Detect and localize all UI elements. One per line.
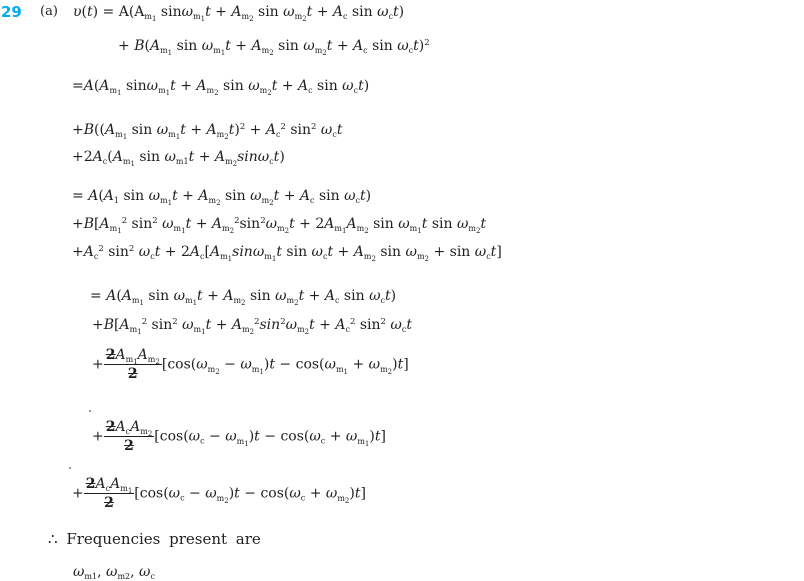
frequency-subscript: m2: [117, 572, 131, 581]
stray-mark: [69, 467, 71, 469]
equation-line-13: + $\frac{2A_cA_{m_1}}{2}$ $[\cos(\omega_c - \omega_{m_2})t - \cos(\omega_c + \omega_{m_2})t]$: [72, 476, 366, 511]
frequency-subscript: c: [150, 572, 155, 581]
equation-line-9: = $A(A_{m_1}$ $\sin \omega_{m_1}t + A_{m_2}$ $\sin \omega_{m_2}t + A_c$ $\sin \omega_ct$): [90, 288, 397, 307]
frequency-symbol: ω: [139, 564, 151, 580]
frequency-symbol: ω: [73, 564, 85, 580]
equation-line-5: $+2A_c(A_{m_1}$ $\sin \omega_{m1}t + A_{m_2}\sin\omega_ct$): [72, 149, 285, 168]
question-number: 29: [1, 3, 22, 21]
equation-line-4: $+B((A_{m_1}$ $\sin \omega_{m_1}t + A_{m_2}t)^2 + A_c^2$ $\sin^2 \omega_ct$: [72, 122, 343, 141]
equation-line-11: + $\frac{2A_{m_1}A_{m_2}}{2}$ $[\cos(\omega_{m_2} - \omega_{m_1})t - \cos(\omega_{m_1} + \omega_{m_2})t]$: [92, 347, 409, 382]
equation-line-3: $=A(A_{m_1}$ $\sin\omega_{m_1}t + A_{m_2}$ $\sin \omega_{m_2}t + A_c$ $\sin \omega_ct$): [72, 78, 370, 97]
frequency-list: $\omega_{m1}$, $\omega_{m2}$, $\omega_c$: [73, 564, 155, 581]
equation-line-6: = $A(A_1$ $\sin \omega_{m_1}t + A_{m_2}$ $\sin \omega_{m_2}t + A_c$ $\sin \omega_ct$): [72, 188, 372, 207]
equation-line-2: + $B(A_{m_1}$ $\sin \omega_{m_1}t + A_{m_2}$ $\sin \omega_{m_2}t + A_c$ $\sin \omega_ct)^2$: [118, 38, 430, 57]
frequency-symbol: ω: [106, 564, 118, 580]
part-label: (a): [40, 4, 58, 19]
frequency-subscript: m1: [84, 572, 98, 581]
equation-line-12: + $\frac{2A_cA_{m_2}}{2}$ $[\cos(\omega_c - \omega_{m_1})t - \cos(\omega_c + \omega_{m_1})t]$: [92, 419, 386, 454]
equation-line-8: $+A_c^2$ $\sin^2 \omega_ct + 2A_c[A_{m_1}\sin\omega_{m_1}t$ $\sin \omega_ct + A_{m_2}$ $\sin \omega_{m_2} + \sin \omega_ct$]: [72, 244, 502, 263]
equation-line-7: $+B[A_{m_1}^2$ $\sin^2 \omega_{m_1}t + A_{m_2}^2\sin^2\omega_{m_2}t + 2A_{m_1}A_{m_2}$ $\sin \omega_{m_1}t$ $\sin \omega_{m_2}t$: [72, 216, 487, 235]
conclusion-line: [48, 530, 261, 548]
conclusion-text: Frequencies present are: [66, 530, 261, 548]
equation-line-1: $\upsilon(t) = A(A_{m_1}$ $\sin\omega_{m_1}t + A_{m_2}$ $\sin \omega_{m_2}t + A_c$ $\sin \omega_ct$): [73, 4, 405, 23]
therefore-symbol: ∴: [48, 530, 58, 548]
stray-mark: [89, 410, 91, 412]
equation-line-10: $+B[A_{m_1}^2$ $\sin^2 \omega_{m_1}t + A_{m_2}^2\sin^2\omega_{m_2}t + A_c^2$ $\sin^2 \omega_ct$: [92, 317, 412, 336]
